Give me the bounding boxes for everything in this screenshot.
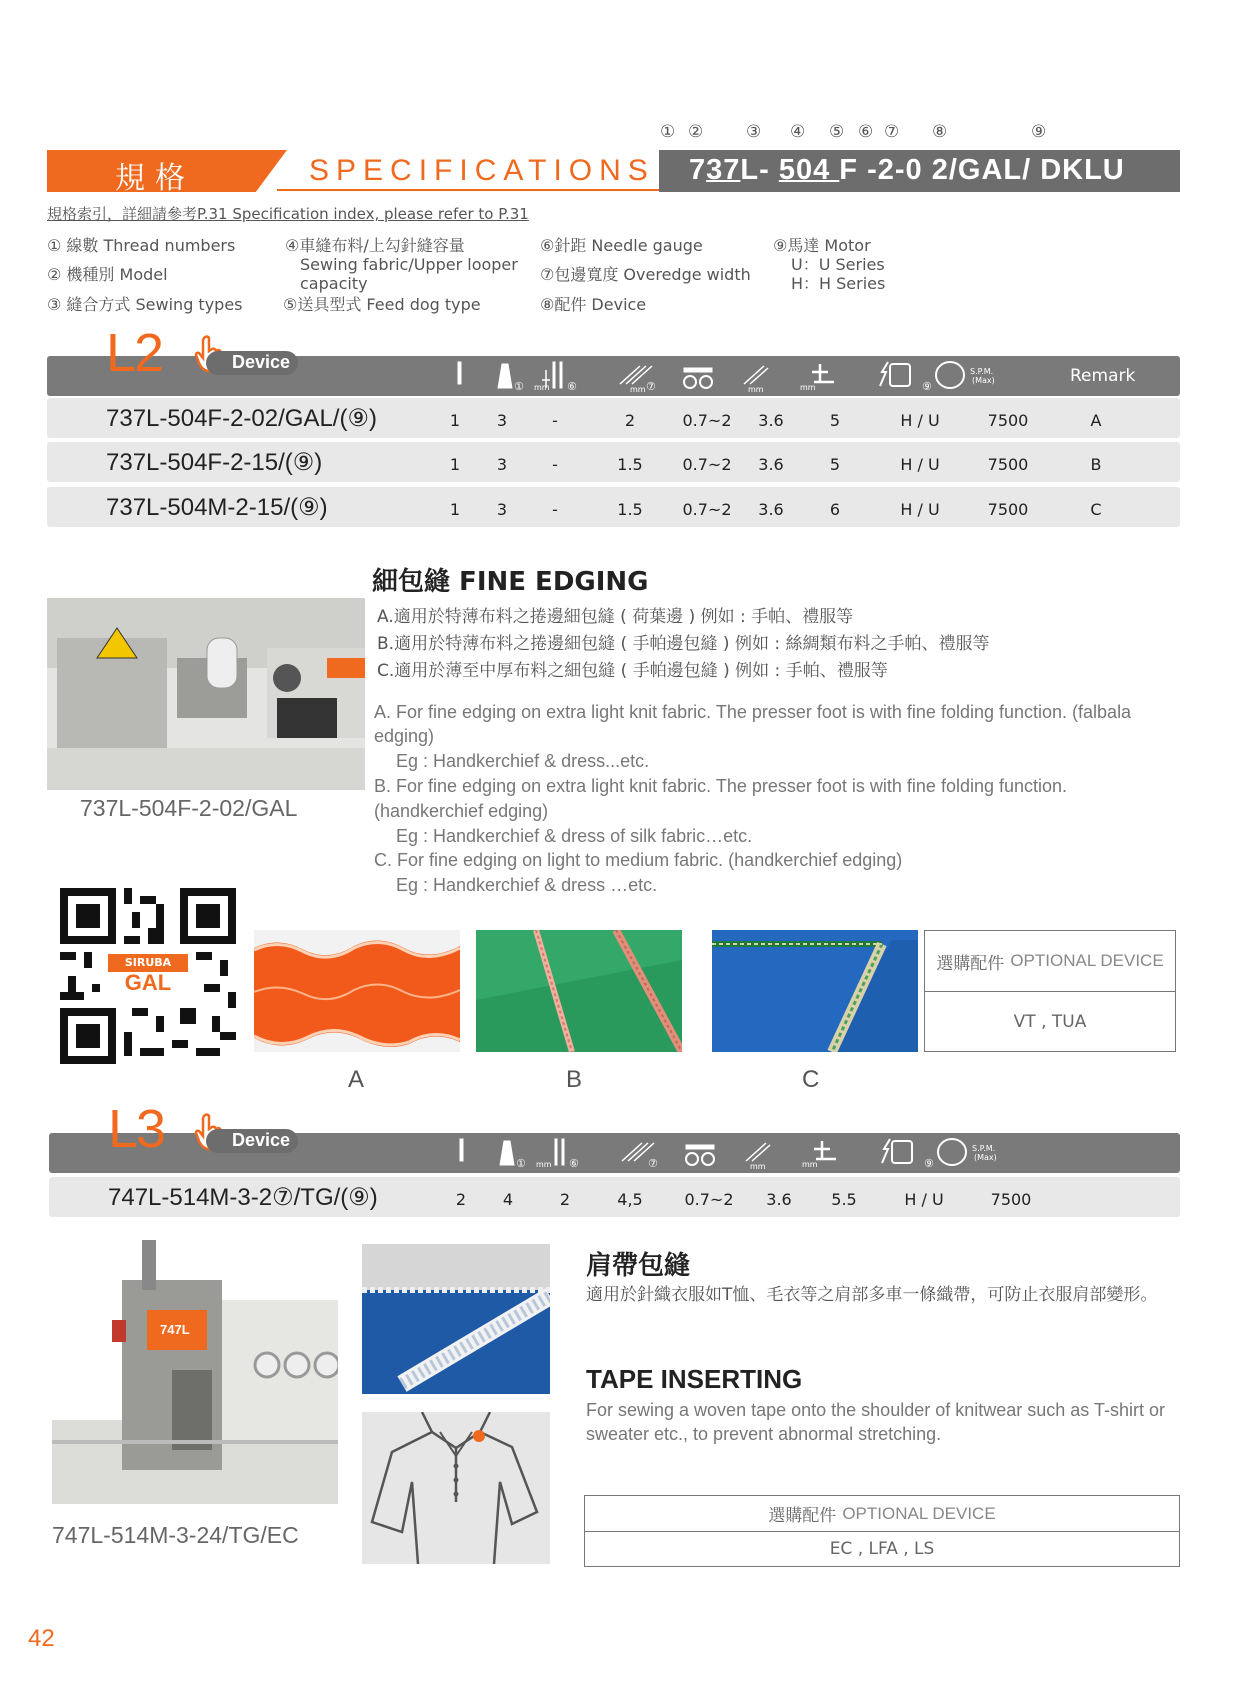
needle-icon bbox=[458, 362, 461, 384]
cell: 7500 bbox=[987, 500, 1029, 519]
sample-b-label: B bbox=[566, 1066, 583, 1093]
divider bbox=[277, 189, 709, 191]
l2-row1-model: 737L-504F-2-02/GAL/(⑨) bbox=[106, 405, 377, 432]
l2-remark-header: Remark bbox=[1070, 366, 1136, 386]
legend-device: ⑧配件 Device bbox=[540, 295, 647, 314]
feed-dog-icon bbox=[684, 376, 696, 388]
legend-fabric-en2: capacity bbox=[300, 274, 368, 293]
legend-overedge-width: ⑦包邊寬度 Overedge width bbox=[540, 265, 751, 284]
cell: 5 bbox=[829, 455, 841, 474]
cell: H / U bbox=[900, 411, 940, 430]
num-6: ⑥ bbox=[858, 122, 874, 142]
machine-photo-737l bbox=[47, 598, 365, 790]
motor-icon bbox=[890, 364, 910, 386]
legend-fabric: ④車縫布料/上勾針縫容量 bbox=[285, 236, 465, 255]
spec-model-code: 737L- 504 F -2-0 2/GAL/ DKLU bbox=[659, 150, 1180, 192]
legend-motor: ⑨馬達 Motor bbox=[773, 236, 871, 255]
l2-section-label: L2 bbox=[106, 323, 163, 383]
cell: 0.7~2 bbox=[682, 411, 732, 430]
cell: H / U bbox=[904, 1190, 944, 1209]
needle-bar-icon bbox=[553, 362, 555, 388]
sample-a-label: A bbox=[348, 1066, 365, 1093]
legend-fabric-en: Sewing fabric/Upper looper bbox=[300, 255, 518, 274]
sample-a-photo bbox=[254, 930, 460, 1052]
optional-device-box bbox=[584, 1495, 1180, 1567]
svg-text:⑦: ⑦ bbox=[648, 1157, 658, 1170]
specifications-header bbox=[47, 150, 1180, 196]
legend-thread-numbers: ① 線數 Thread numbers bbox=[47, 236, 236, 255]
svg-text:(Max): (Max) bbox=[972, 376, 995, 385]
machine-caption-737l: 737L-504F-2-02/GAL bbox=[80, 795, 298, 821]
fine-edging-en-c1: C. For fine edging on light to medium fabric. (handkerchief edging) bbox=[374, 850, 903, 870]
l3-device-badge: Device bbox=[206, 1129, 298, 1153]
tape-text-en: For sewing a woven tape onto the shoulder of knitwear such as T-shirt or sweater etc., to prevent abnormal stretching. bbox=[586, 1400, 1165, 1444]
presser-foot-icon bbox=[812, 364, 834, 382]
svg-text:mm: mm bbox=[802, 1160, 818, 1169]
optional-device-value: EC , LFA , LS bbox=[585, 1531, 1179, 1566]
cell: 7500 bbox=[987, 455, 1029, 474]
optional-device-box bbox=[924, 930, 1176, 1052]
legend-motor-h: H：H Series bbox=[791, 274, 886, 293]
tape-title-cn: 肩帶包縫 bbox=[586, 1251, 691, 1281]
qr-gal-label: GAL bbox=[124, 970, 172, 995]
motor-bolt-icon bbox=[880, 362, 888, 386]
l3-row-model: 747L-514M-3-2⑦/TG/(⑨) bbox=[108, 1184, 378, 1211]
spec-position-numbers bbox=[0, 122, 1240, 144]
optional-device-header: 選購配件 OPTIONAL DEVICE bbox=[936, 951, 1164, 974]
needle-icon bbox=[460, 1139, 463, 1161]
icon-num-9: ⑨ bbox=[922, 380, 932, 393]
cell: 7500 bbox=[987, 411, 1029, 430]
legend-motor-u: U：U Series bbox=[791, 255, 885, 274]
cell: H / U bbox=[900, 500, 940, 519]
cell: 1.5 bbox=[617, 500, 643, 519]
cell: 3.6 bbox=[758, 411, 784, 430]
machine-label-747l: 747L bbox=[160, 1322, 190, 1337]
cell: 7500 bbox=[990, 1190, 1032, 1209]
cell: 3.6 bbox=[758, 500, 784, 519]
fine-edging-title: 細包縫 FINE EDGING bbox=[372, 567, 649, 597]
cell: - bbox=[552, 455, 558, 474]
cell: - bbox=[552, 500, 558, 519]
cell: - bbox=[552, 411, 558, 430]
spec-index-link[interactable]: 規格索引，詳細請參考P.31 Specification index, please refer to P.31 bbox=[47, 205, 529, 223]
spm-icon bbox=[936, 362, 964, 388]
svg-text:mm: mm bbox=[536, 1160, 552, 1169]
svg-text:mm: mm bbox=[750, 1162, 766, 1171]
icon-mm: mm bbox=[534, 383, 550, 392]
cell: 4 bbox=[502, 1190, 514, 1209]
thread-cone-icon bbox=[498, 364, 512, 388]
page-number: 42 bbox=[28, 1625, 55, 1652]
l3-section-label: L3 bbox=[108, 1099, 165, 1159]
cell: 5.5 bbox=[831, 1190, 857, 1209]
sample-c-photo bbox=[712, 930, 918, 1052]
qr-code[interactable] bbox=[60, 888, 236, 1064]
fine-edging-en-a2: edging) bbox=[374, 726, 435, 746]
num-1: ① bbox=[660, 122, 676, 142]
num-5: ⑤ bbox=[829, 122, 845, 142]
cell: 3 bbox=[496, 455, 508, 474]
cell: 1 bbox=[449, 411, 461, 430]
legend-feed-dog: ⑤送具型式 Feed dog type bbox=[283, 295, 481, 314]
svg-text:⑥: ⑥ bbox=[569, 1157, 579, 1170]
cell: 0.7~2 bbox=[682, 500, 732, 519]
cell: 3.6 bbox=[766, 1190, 792, 1209]
fine-edging-cn-a: A.適用於特薄布料之捲邊細包縫 ( 荷葉邊 ) 例如 : 手帕、禮服等 bbox=[377, 607, 854, 627]
cell: 4,5 bbox=[617, 1190, 643, 1209]
tape-text-cn: 適用於針織衣服如T恤、毛衣等之肩部多車一條織帶，可防止衣服肩部變形。 bbox=[586, 1285, 1158, 1305]
legend-sewing-types: ③ 縫合方式 Sewing types bbox=[47, 295, 243, 314]
legend-needle-gauge: ⑥針距 Needle gauge bbox=[540, 236, 703, 255]
cell: 1.5 bbox=[617, 455, 643, 474]
fine-edging-en-b1: B. For fine edging on extra light knit fabric. The presser foot is with fine folding function. bbox=[374, 776, 1068, 796]
icon-num-1: ① bbox=[514, 380, 524, 393]
cell: 1 bbox=[449, 500, 461, 519]
svg-text:mm: mm bbox=[748, 385, 764, 394]
num-4: ④ bbox=[790, 122, 806, 142]
num-8: ⑧ bbox=[932, 122, 948, 142]
cell: 0.7~2 bbox=[684, 1190, 734, 1209]
svg-text:(Max): (Max) bbox=[974, 1153, 997, 1162]
sample-c-label: C bbox=[802, 1066, 820, 1093]
legend-model: ② 機種別 Model bbox=[47, 265, 168, 284]
l3-header-icons bbox=[452, 1137, 1072, 1171]
stitch-icon bbox=[744, 366, 768, 384]
tape-sample-photo bbox=[362, 1244, 550, 1394]
fine-edging-en-b3: Eg : Handkerchief & dress of silk fabric…etc. bbox=[396, 826, 753, 846]
cell: 2 bbox=[624, 411, 636, 430]
tape-title-en: TAPE INSERTING bbox=[586, 1364, 803, 1394]
l2-row3-model: 737L-504M-2-15/(⑨) bbox=[106, 494, 328, 521]
cell: A bbox=[1090, 411, 1102, 430]
cell: 3.6 bbox=[758, 455, 784, 474]
cell: 0.7~2 bbox=[682, 455, 732, 474]
fine-edging-en-a3: Eg : Handkerchief & dress...etc. bbox=[396, 751, 650, 771]
optional-device-value: VT , TUA bbox=[925, 991, 1175, 1051]
machine-caption-747l: 747L-514M-3-24/TG/EC bbox=[52, 1522, 299, 1548]
cell: 2 bbox=[455, 1190, 467, 1209]
sample-b-photo bbox=[476, 930, 682, 1052]
num-3: ③ bbox=[746, 122, 762, 142]
thread-cone-icon bbox=[500, 1141, 514, 1165]
cell: 3 bbox=[496, 500, 508, 519]
fine-edging-cn-b: B.適用於特薄布料之捲邊細包縫 ( 手帕邊包縫 ) 例如 : 絲綢類布料之手帕、禮服等 bbox=[377, 634, 990, 654]
l2-device-badge: Device bbox=[206, 351, 298, 375]
svg-text:⑨: ⑨ bbox=[924, 1157, 934, 1170]
svg-text:①: ① bbox=[516, 1157, 526, 1170]
cell: 1 bbox=[449, 455, 461, 474]
fine-edging-cn-c: C.適用於薄至中厚布料之細包縫 ( 手帕邊包縫 ) 例如 : 手帕、禮服等 bbox=[377, 661, 888, 681]
num-9: ⑨ bbox=[1031, 122, 1047, 142]
cell: 3 bbox=[496, 411, 508, 430]
fine-edging-en-a1: A. For fine edging on extra light knit fabric. The presser foot is with fine folding function. (falbala bbox=[374, 702, 1132, 722]
cell: 2 bbox=[559, 1190, 571, 1209]
cell: 5 bbox=[829, 411, 841, 430]
svg-text:mm: mm bbox=[630, 385, 646, 394]
icon-num-6: ⑥ bbox=[567, 380, 577, 393]
svg-text:S.P.M.: S.P.M. bbox=[970, 367, 994, 376]
machine-photo-747l bbox=[52, 1240, 338, 1504]
fine-edging-en-c2: Eg : Handkerchief & dress …etc. bbox=[396, 875, 658, 895]
spec-title-cn: 規格 bbox=[115, 161, 195, 196]
svg-text:mm: mm bbox=[800, 383, 816, 392]
fine-edging-en-b2: (handkerchief edging) bbox=[374, 801, 549, 821]
l2-row2-model: 737L-504F-2-15/(⑨) bbox=[106, 449, 323, 476]
icon-num-7: ⑦ bbox=[646, 380, 656, 393]
qr-brand-label: SIRUBA bbox=[108, 954, 188, 972]
cell: C bbox=[1090, 500, 1102, 519]
optional-device-header: 選購配件 OPTIONAL DEVICE bbox=[768, 1503, 996, 1526]
svg-text:S.P.M.: S.P.M. bbox=[972, 1144, 996, 1153]
cell: 6 bbox=[829, 500, 841, 519]
cell: H / U bbox=[900, 455, 940, 474]
spec-title-en: SPECIFICATIONS bbox=[309, 154, 655, 187]
cell: B bbox=[1090, 455, 1102, 474]
num-2: ② bbox=[688, 122, 704, 142]
num-7: ⑦ bbox=[884, 122, 900, 142]
l2-header-icons bbox=[450, 360, 1070, 394]
shirt-illustration bbox=[362, 1412, 550, 1564]
